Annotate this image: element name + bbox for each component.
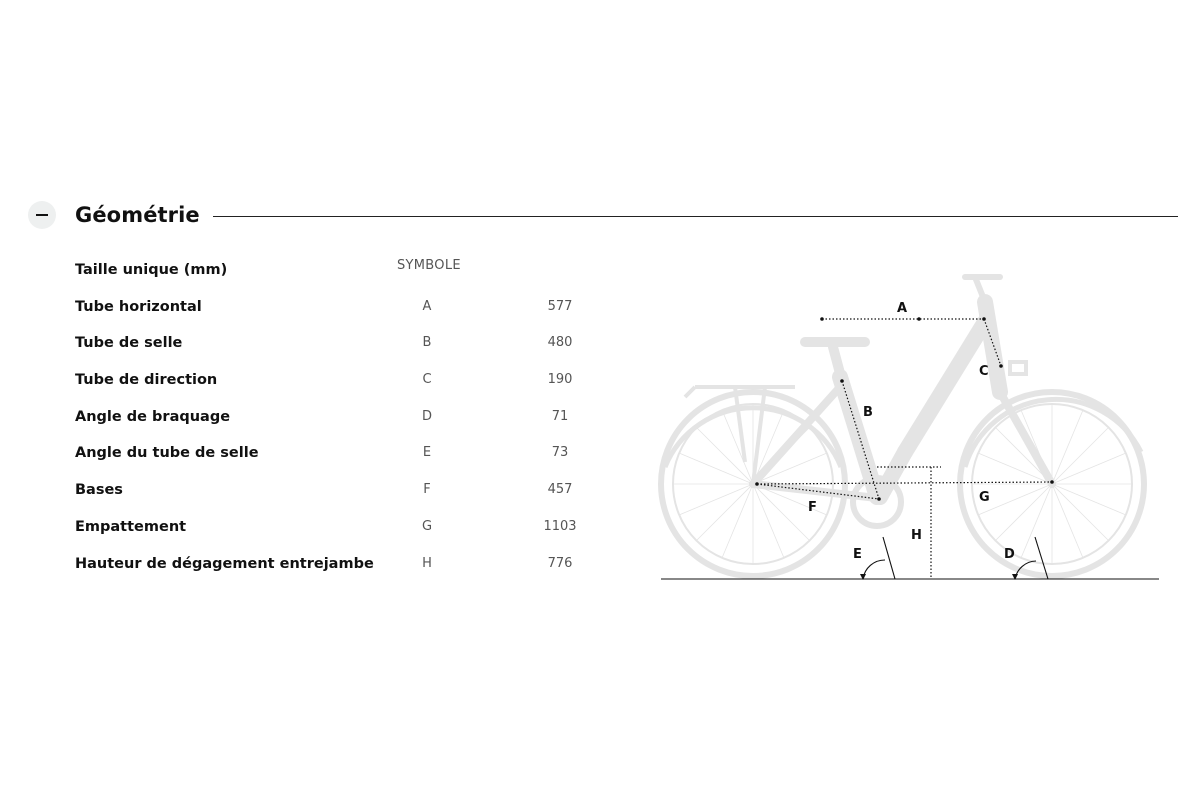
- geometry-section-header: [28, 200, 1178, 232]
- dimension-a-label: A: [897, 301, 908, 316]
- table-row: [75, 550, 615, 587]
- row-symbol: H: [422, 555, 432, 571]
- row-label: Tube horizontal: [75, 298, 202, 315]
- bike-geometry-diagram: [655, 262, 1165, 592]
- header-divider: [213, 216, 1178, 217]
- row-symbol: A: [422, 298, 432, 314]
- rear-rack: [685, 387, 795, 484]
- row-label: Angle de braquage: [75, 408, 231, 425]
- row-value: 73: [551, 445, 569, 461]
- bike-silhouette: [661, 277, 1144, 576]
- seat: [805, 342, 865, 377]
- collapse-section-button[interactable]: [28, 201, 56, 229]
- dimension-c-label: C: [979, 364, 989, 379]
- section-title: Géométrie: [75, 203, 200, 227]
- frame: [840, 302, 1000, 497]
- dimension-b-label: B: [863, 405, 873, 420]
- table-row: [75, 439, 615, 476]
- geometry-table: [75, 256, 615, 586]
- handlebar: [965, 277, 1000, 302]
- table-row: [75, 366, 615, 403]
- row-value: 1103: [543, 518, 577, 534]
- bike-geometry-svg: [655, 262, 1165, 592]
- row-label: Tube de selle: [75, 335, 183, 352]
- angle-e-arc: [863, 560, 885, 579]
- table-row: [75, 476, 615, 513]
- dimension-d-label: D: [1004, 547, 1015, 562]
- row-symbol: C: [422, 372, 432, 388]
- table-row: [75, 403, 615, 440]
- dimension-f-label: F: [808, 500, 817, 515]
- minus-icon: [36, 214, 48, 216]
- row-value: 71: [551, 408, 569, 424]
- row-symbol: D: [421, 408, 432, 424]
- row-value: 480: [547, 335, 573, 351]
- headlight: [1010, 362, 1026, 374]
- symbol-column-header: SYMBOLE: [397, 258, 461, 273]
- row-value: 190: [547, 372, 573, 388]
- row-value: 457: [547, 482, 573, 498]
- row-value: 577: [547, 298, 573, 314]
- table-row: [75, 513, 615, 550]
- row-label: Tube de direction: [75, 372, 218, 389]
- row-label: Angle du tube de selle: [75, 445, 259, 462]
- row-value: 776: [547, 555, 573, 571]
- row-symbol: E: [422, 445, 432, 461]
- table-row: [75, 329, 615, 366]
- angle-e-line: [883, 537, 895, 579]
- row-label: Bases: [75, 482, 123, 499]
- row-symbol: B: [422, 335, 432, 351]
- row-label: Hauteur de dégagement entrejambe: [75, 555, 374, 572]
- row-symbol: F: [423, 482, 431, 498]
- size-column-header: Taille unique (mm): [75, 262, 228, 278]
- dimension-g-label: G: [979, 490, 990, 505]
- table-row: [75, 293, 615, 330]
- dimension-e-label: E: [853, 547, 862, 562]
- row-symbol: G: [421, 518, 433, 534]
- table-header-row: [75, 256, 615, 293]
- dimension-h-label: H: [911, 528, 922, 543]
- row-label: Empattement: [75, 518, 187, 535]
